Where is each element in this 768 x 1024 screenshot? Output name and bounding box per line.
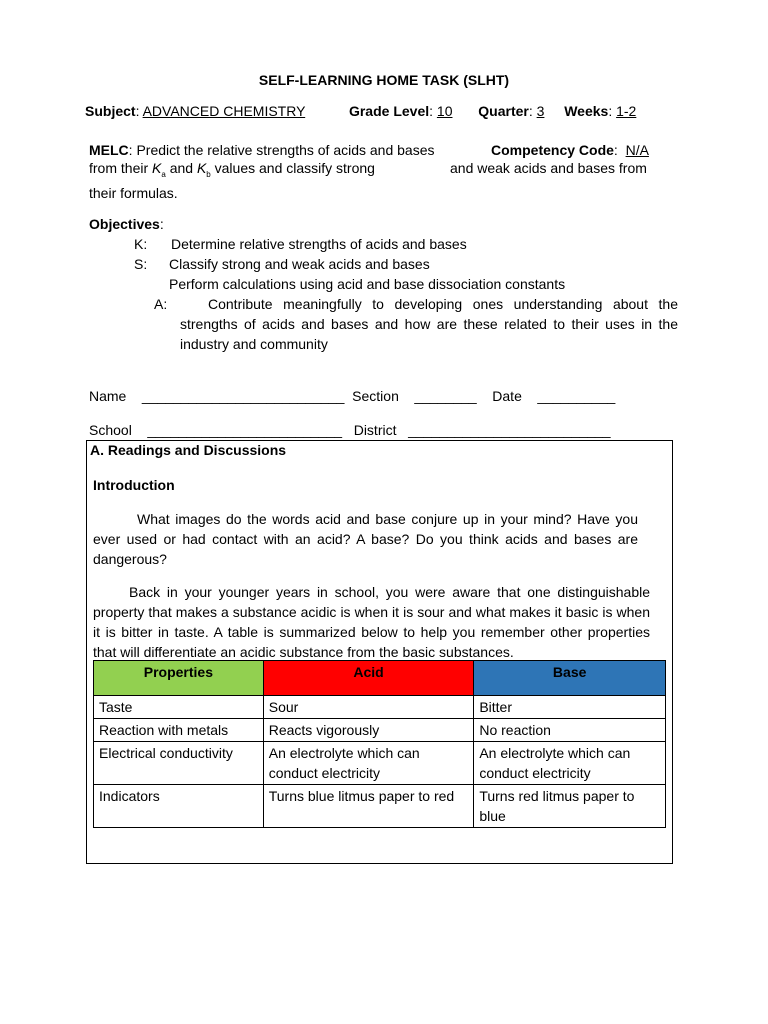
section-label: Section xyxy=(352,388,399,404)
quarter-value: 3 xyxy=(536,103,545,119)
melc-line2c: and weak acids and bases from xyxy=(450,160,647,176)
table-cell: Electrical conductivity xyxy=(94,742,264,785)
competency-value: N/A xyxy=(625,142,649,158)
table-cell: Bitter xyxy=(474,696,666,719)
melc-line2a: from their xyxy=(89,160,153,176)
melc-label: MELC xyxy=(89,142,129,158)
table-row xyxy=(94,696,666,719)
intro-paragraph-1: What images do the words acid and base conjure up in your mind? Have you ever used or had contact with an acid? A base? Do you think acids and bases are dangerous? xyxy=(93,511,638,567)
subject-value: ADVANCED CHEMISTRY xyxy=(142,103,306,119)
ka-symbol: K xyxy=(152,160,162,176)
table-cell: Turns blue litmus paper to red xyxy=(263,785,474,828)
district-blank[interactable]: __________________________ xyxy=(408,422,611,438)
objective-k-label: K: xyxy=(134,236,148,252)
table-cell: Indicators xyxy=(94,785,264,828)
table-row xyxy=(94,785,666,828)
competency: Competency Code: N/A xyxy=(491,142,649,158)
objective-s-label: S: xyxy=(134,256,148,272)
kb-symbol: K xyxy=(196,160,207,176)
school-row xyxy=(89,422,611,438)
header-properties: Properties xyxy=(94,661,264,696)
table-cell: Reaction with metals xyxy=(94,719,264,742)
date-blank[interactable]: __________ xyxy=(537,388,616,404)
table-cell: An electrolyte which can conduct electricity xyxy=(474,742,666,785)
table-cell: No reaction xyxy=(474,719,666,742)
section-blank[interactable]: ________ xyxy=(414,388,477,404)
table-cell: Taste xyxy=(94,696,264,719)
intro-paragraph-2: Back in your younger years in school, you were aware that one distinguishable property that makes a substance acidic is when it is sour and what makes it basic is when it is bitter in taste. A table is summarized below to help you remember other properties that will differentiate an acidic substance from the basic substances. xyxy=(93,584,650,660)
competency-label: Competency Code xyxy=(491,142,614,158)
subject-row: Subject: ADVANCED CHEMISTRY Grade Level: 10 Quarter: 3 Weeks: 1-2 xyxy=(85,103,637,119)
weeks-label: Weeks xyxy=(564,103,609,119)
intro-heading: Introduction xyxy=(93,477,175,493)
date-label: Date xyxy=(492,388,522,404)
name-blank[interactable]: __________________________ xyxy=(141,388,345,404)
properties-table xyxy=(93,660,666,828)
school-blank[interactable]: _________________________ xyxy=(147,422,343,438)
weeks-value: 1-2 xyxy=(616,103,637,119)
table-row xyxy=(94,719,666,742)
melc-and: and xyxy=(165,160,197,176)
section-a-heading: A. Readings and Discussions xyxy=(90,442,287,458)
grade-label: Grade Level xyxy=(348,103,430,119)
objective-s-text2: Perform calculations using acid and base dissociation constants xyxy=(169,276,566,292)
header-base: Base xyxy=(474,661,666,696)
objective-k-text: Determine relative strengths of acids and bases xyxy=(171,236,467,252)
document-title: SELF-LEARNING HOME TASK (SLHT) xyxy=(258,72,510,88)
objective-a-text: Contribute meaningfully to developing ones understanding about the strengths of acids and bases and how are these related to their uses in the industry and community xyxy=(180,296,678,352)
table-header-row xyxy=(94,661,666,696)
table-cell: Sour xyxy=(263,696,474,719)
melc-line3: their formulas. xyxy=(89,184,178,201)
table-cell: Reacts vigorously xyxy=(263,719,474,742)
table-row xyxy=(94,742,666,785)
district-label: District xyxy=(353,422,397,438)
table-cell: An electrolyte which can conduct electricity xyxy=(263,742,474,785)
table-cell: Turns red litmus paper to blue xyxy=(474,785,666,828)
objectives-heading: Objectives: xyxy=(89,216,164,232)
subject-label: Subject xyxy=(85,103,136,119)
objective-a-label: A: xyxy=(154,296,168,312)
melc-line1: Predict the relative strengths of acids and bases xyxy=(136,142,435,158)
name-label: Name xyxy=(89,388,127,404)
grade-value: 10 xyxy=(436,103,453,119)
objective-s-text1: Classify strong and weak acids and bases xyxy=(169,256,430,272)
ka-subscript: a xyxy=(161,169,166,179)
melc-line2b: values and classify strong xyxy=(210,160,375,176)
school-label: School xyxy=(89,422,132,438)
melc-block: MELC: Predict the relative strengths of acids and bases Competency Code: N/A from their $K_a$ and $K_b$ values and classify strong and weak acids and bases from their formulas. xyxy=(89,141,669,202)
kb-subscript: b xyxy=(206,169,211,179)
header-acid: Acid xyxy=(263,661,474,696)
quarter-label: Quarter xyxy=(478,103,529,119)
name-row xyxy=(89,388,615,404)
objectives-label: Objectives xyxy=(89,216,160,232)
